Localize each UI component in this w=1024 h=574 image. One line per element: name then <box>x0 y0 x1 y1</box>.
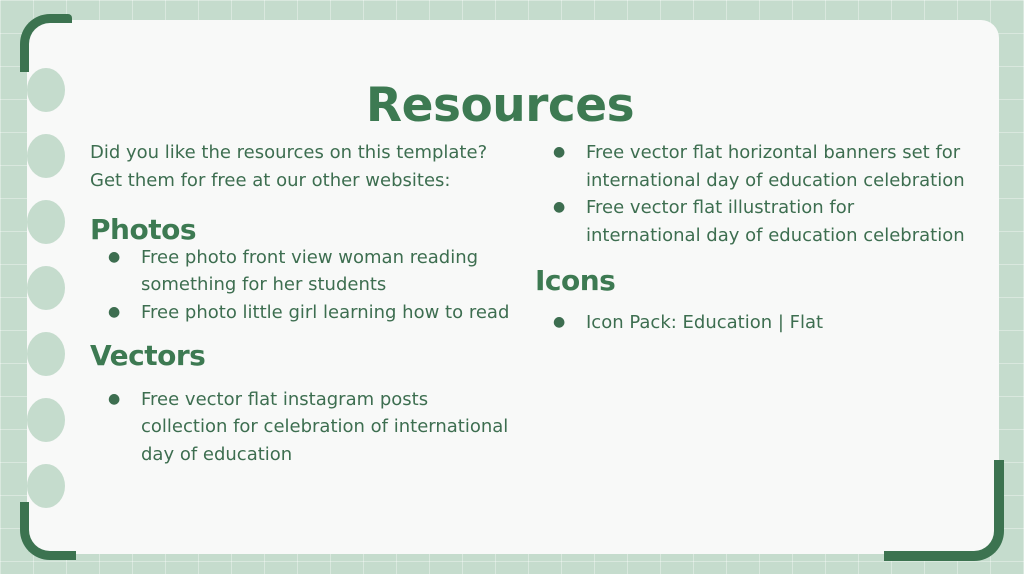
bullet-icon: ● <box>553 313 566 330</box>
section-heading-photos: Photos <box>90 213 196 246</box>
corner-bracket-bottom-right <box>884 460 1004 561</box>
list-item-text[interactable]: Icon Pack: Education | Flat <box>586 311 824 333</box>
list-item-text[interactable]: Free vector flat illustration for international day of education celebration <box>586 197 965 246</box>
bullet-icon: ● <box>553 144 566 160</box>
card-edge-notch <box>27 200 65 244</box>
list-item <box>535 309 965 337</box>
corner-bracket-top-left <box>20 14 72 72</box>
icons-list <box>535 309 965 337</box>
bullet-icon: ● <box>108 303 121 320</box>
vectors-list <box>90 386 520 469</box>
vectors-list-continued <box>535 139 965 249</box>
card-edge-notch <box>27 134 65 178</box>
corner-bracket-bottom-left <box>20 502 76 560</box>
bullet-icon: ● <box>553 199 566 215</box>
list-item <box>535 139 965 194</box>
bullet-icon: ● <box>108 390 121 407</box>
page-title: Resources <box>365 78 635 133</box>
card-edge-notch <box>27 398 65 442</box>
right-column <box>535 139 965 336</box>
bullet-icon: ● <box>108 248 121 265</box>
left-column <box>90 139 520 468</box>
section-heading-icons: Icons <box>535 264 616 297</box>
list-item <box>90 386 520 469</box>
list-item-text[interactable]: Free photo little girl learning how to read <box>141 301 510 323</box>
card-edge-notch <box>27 332 65 376</box>
photos-list <box>90 244 520 327</box>
list-item-text[interactable]: Free vector flat horizontal banners set for international day of education celebration <box>586 142 965 191</box>
section-heading-vectors: Vectors <box>90 339 206 372</box>
list-item <box>90 299 520 327</box>
list-item <box>535 194 965 249</box>
intro-text: Did you like the resources on this template? Get them for free at our other websites: <box>90 142 488 191</box>
list-item <box>90 244 520 299</box>
list-item-text[interactable]: Free photo front view woman reading something for her students <box>141 246 479 295</box>
card-edge-notch <box>27 266 65 310</box>
list-item-text[interactable]: Free vector flat instagram posts collection for celebration of international day of education <box>141 388 509 465</box>
